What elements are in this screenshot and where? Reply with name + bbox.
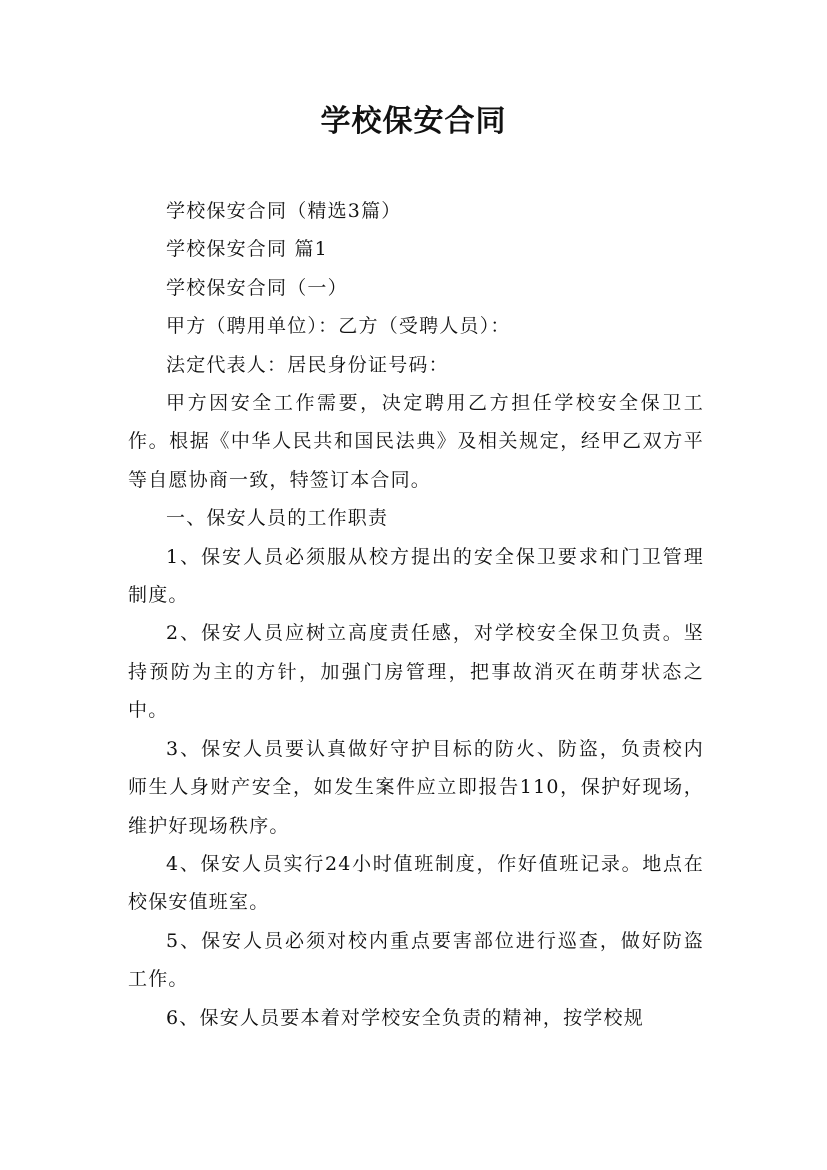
paragraph-duty-3: 3、保安人员要认真做好守护目标的防火、防盗，负责校内师生人身财产安全，如发生案件应立即报告110，保护好现场，维护好现场秩序。 xyxy=(128,737,704,837)
paragraph-contract-heading: 学校保安合同（一） xyxy=(166,276,348,299)
paragraph-duty-2: 2、保安人员应树立高度责任感，对学校安全保卫负责。坚持预防为主的方针，加强门房管理，把事故消灭在萌芽状态之中。 xyxy=(128,622,704,722)
paragraph-representative: 法定代表人：居民身份证号码： xyxy=(166,353,449,376)
paragraph-preamble: 甲方因安全工作需要，决定聘用乙方担任学校安全保卫工作。根据《中华人民共和国民法典》及相关规定，经甲乙双方平等自愿协商一致，特签订本合同。 xyxy=(128,392,704,491)
document-title: 学校保安合同 xyxy=(320,104,507,139)
document-body xyxy=(128,192,704,1037)
paragraph-section-heading: 学校保安合同 篇1 xyxy=(166,238,328,261)
paragraph-subtitle: 学校保安合同（精选3篇） xyxy=(166,200,402,222)
paragraph-duty-5: 5、保安人员必须对校内重点要害部位进行巡查，做好防盗工作。 xyxy=(128,929,704,991)
paragraph-duties-heading: 一、保安人员的工作职责 xyxy=(166,507,389,530)
paragraph-duty-6: 6、保安人员要本着对学校安全负责的精神，按学校规 xyxy=(166,1006,644,1029)
paragraph-duty-1: 1、保安人员必须服从校方提出的安全保卫要求和门卫管理制度。 xyxy=(128,545,704,607)
paragraph-duty-4: 4、保安人员实行24小时值班制度，作好值班记录。地点在校保安值班室。 xyxy=(128,852,704,914)
paragraph-parties: 甲方（聘用单位）：乙方（受聘人员）： xyxy=(166,315,511,338)
